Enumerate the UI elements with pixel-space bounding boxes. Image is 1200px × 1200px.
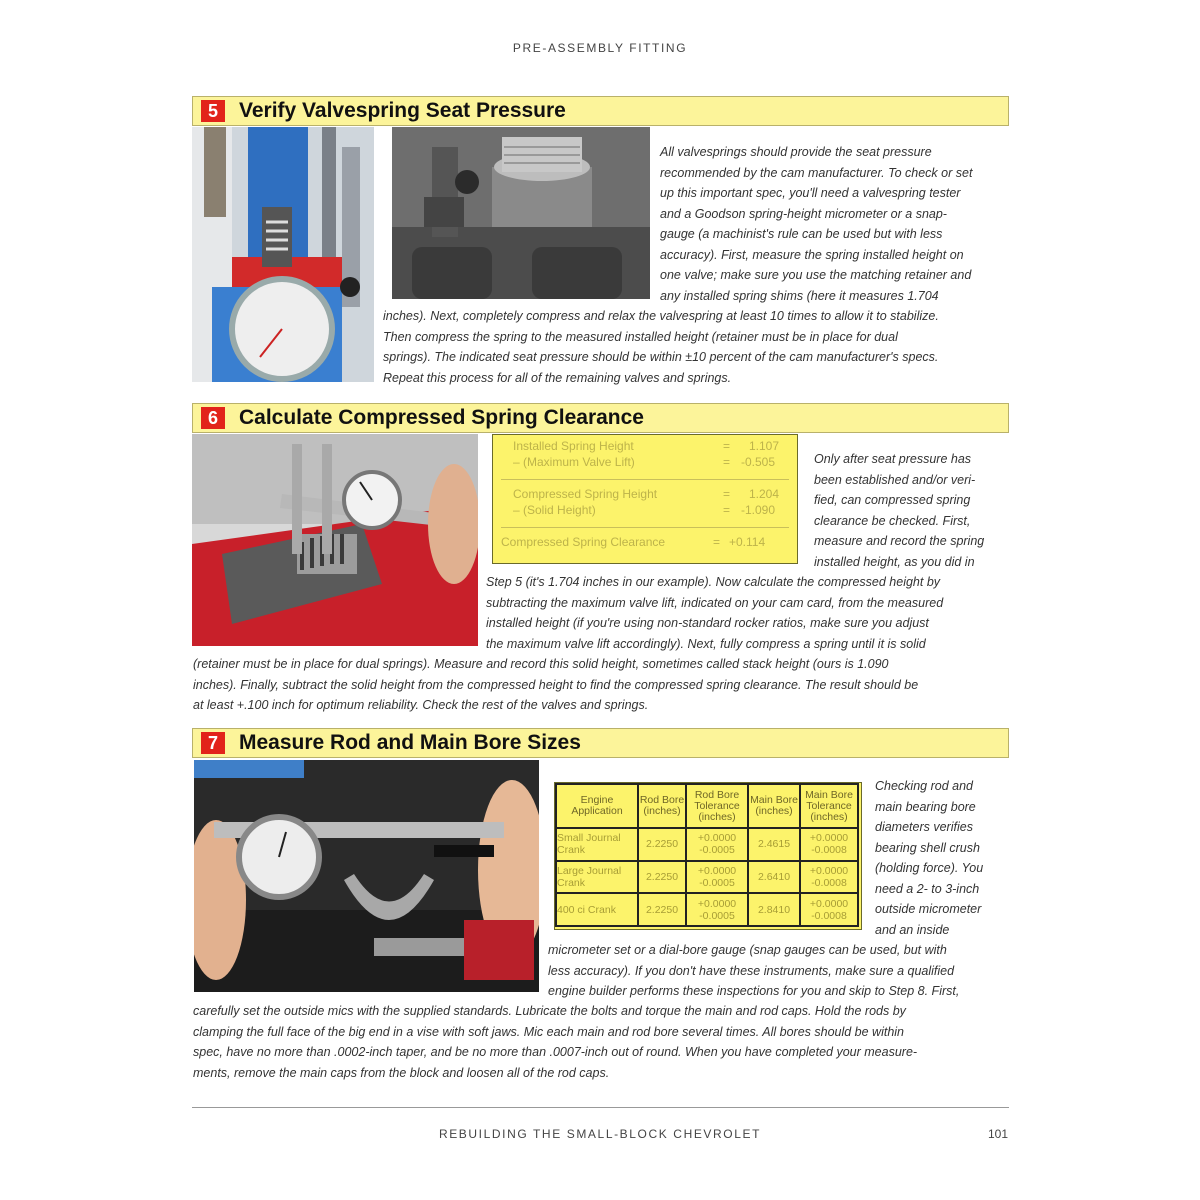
footer-book-title: REBUILDING THE SMALL-BLOCK CHEVROLET (438, 1127, 762, 1141)
text-line: bearing shell crush (875, 840, 980, 855)
table-cell: Large Journal Crank (556, 861, 638, 894)
text-line: subtracting the maximum valve lift, indicated on your cam card, from the measured (486, 595, 944, 610)
text-line: clearance be checked. First, (814, 513, 971, 528)
footer-rule (192, 1107, 1009, 1108)
section-6-text-right (814, 449, 1014, 572)
text-line: micrometer set or a dial-bore gauge (snap gauges can be used, but with (548, 943, 947, 957)
text-line: clamping the full face of the big end in a vise with soft jaws. Mic each main and rod bore several times. All bores should be within (193, 1024, 905, 1039)
text-line: recommended by the cam manufacturer. To check or set (660, 165, 973, 180)
table-cell: +0.0000 -0.0005 (686, 893, 748, 926)
text-line: and a Goodson spring-height micrometer or a snap- (660, 206, 947, 221)
table-cell: +0.0000 -0.0008 (800, 861, 858, 894)
bore-spec-table-box (554, 782, 862, 930)
section-title: Verify Valvespring Seat Pressure (239, 99, 566, 122)
text-line: inches). Next, completely compress and relax the valvespring at least 10 times to allow it to stabilize. (383, 309, 939, 323)
section-7-text-right (875, 776, 1015, 940)
step-number-badge: 7 (201, 732, 225, 754)
text-line: one valve; make sure you use the matching retainer and (660, 268, 972, 282)
text-line: engine builder performs these inspections for you and skip to Step 8. First, (548, 984, 960, 998)
section-7-header (192, 728, 1009, 758)
text-line: measure and record the spring (814, 534, 985, 548)
text-line: inches). Finally, subtract the solid height from the compressed height to find the compressed spring clearance. The result should be (193, 677, 919, 692)
table-header: Main Bore (inches) (748, 784, 800, 828)
text-line: (retainer must be in place for dual springs). Measure and record this solid height, sometimes called stack height (ours is 1.090 (193, 657, 889, 671)
table-header: Engine Application (556, 784, 638, 828)
text-line: installed height (if you're using non-standard rocker ratios, make sure you adjust (486, 616, 929, 630)
bore-spec-table (555, 783, 859, 927)
text-line: Then compress the spring to the measured installed height (retainer must be in place for dual (383, 329, 898, 344)
table-row (556, 828, 858, 861)
table-header: Rod Bore (inches) (638, 784, 686, 828)
text-line: Repeat this process for all of the remaining valves and springs. (383, 370, 732, 385)
table-cell: 2.6410 (748, 861, 800, 894)
section-5-header (192, 96, 1009, 126)
step-number-badge: 6 (201, 407, 225, 429)
text-line: All valvesprings should provide the seat pressure (660, 145, 932, 159)
section-6-header (192, 403, 1009, 433)
text-line: springs). The indicated seat pressure should be within ±10 percent of the cam manufacturer's specs. (383, 350, 939, 364)
table-cell: +0.0000 -0.0005 (686, 828, 748, 861)
text-line: installed height, as you did in (814, 554, 975, 569)
table-row (556, 893, 858, 926)
table-header: Main Bore Tolerance (inches) (800, 784, 858, 828)
step-number-badge: 5 (201, 100, 225, 122)
section-title: Measure Rod and Main Bore Sizes (239, 731, 581, 754)
text-line: Only after seat pressure has (814, 452, 972, 466)
text-line: ments, remove the main caps from the block and loosen all of the rod caps. (193, 1065, 610, 1080)
text-line: gauge (a machinist's rule can be used but with less (660, 227, 943, 241)
valvespring-tester-photo (192, 127, 374, 382)
table-cell: 2.4615 (748, 828, 800, 861)
table-cell: 2.2250 (638, 828, 686, 861)
text-line: need a 2- to 3-inch (875, 881, 980, 896)
text-line: spec, have no more than .0002-inch taper, and be no more than .0007-inch out of round. When you have completed your measure- (193, 1045, 918, 1059)
text-line: carefully set the outside mics with the supplied standards. Lubricate the bolts and torque the main and rod caps. Hold the rods by (193, 1004, 906, 1018)
table-cell: +0.0000 -0.0008 (800, 828, 858, 861)
section-5-text-bottom (383, 306, 1013, 388)
text-line: the maximum valve lift accordingly). Next, fully compress a spring until it is solid (486, 636, 926, 651)
cylinder-head-photo (392, 127, 650, 299)
running-head: PRE-ASSEMBLY FITTING (512, 41, 688, 55)
table-cell: +0.0000 -0.0008 (800, 893, 858, 926)
table-cell: Small Journal Crank (556, 828, 638, 861)
divider (501, 527, 789, 528)
section-7-text-middle (548, 940, 1013, 1002)
text-line: at least +.100 inch for optimum reliability. Check the rest of the valves and springs. (193, 698, 649, 712)
text-line: and an inside (875, 922, 950, 937)
page-number: 101 (988, 1127, 1009, 1141)
text-line: Step 5 (it's 1.704 inches in our example). Now calculate the compressed height by (486, 575, 941, 589)
divider (501, 479, 789, 480)
caliper-spring-photo (192, 434, 478, 646)
text-line: fied, can compressed spring (814, 493, 971, 507)
section-6-text-middle (486, 572, 1011, 654)
table-row (556, 861, 858, 894)
text-line: diameters verifies (875, 820, 973, 834)
section-6-text-bottom (193, 654, 1013, 716)
text-line: accuracy). First, measure the spring installed height on (660, 247, 964, 262)
section-5-text-right (660, 142, 1010, 306)
table-cell: 2.8410 (748, 893, 800, 926)
section-title: Calculate Compressed Spring Clearance (239, 406, 644, 429)
table-cell: +0.0000 -0.0005 (686, 861, 748, 894)
section-7-text-bottom (193, 1001, 1013, 1083)
table-cell: 2.2250 (638, 893, 686, 926)
text-line: main bearing bore (875, 799, 976, 814)
text-line: any installed spring shims (here it measures 1.704 (660, 288, 939, 303)
table-cell: 400 ci Crank (556, 893, 638, 926)
text-line: Checking rod and (875, 779, 973, 793)
text-line: (holding force). You (875, 861, 984, 875)
text-line: up this important spec, you'll need a valvespring tester (660, 186, 961, 200)
table-header: Rod Bore Tolerance (inches) (686, 784, 748, 828)
table-cell: 2.2250 (638, 861, 686, 894)
text-line: outside micrometer (875, 902, 982, 916)
bore-gauge-photo (194, 760, 539, 992)
spring-clearance-calc-box: Installed Spring Height = 1.107 – (Maximum Valve Lift) = -0.505 Compressed Spring Height = 1.204 – (Solid Height) = -1.090 Compressed Spring Clearance = +0.114 (492, 434, 798, 564)
text-line: less accuracy). If you don't have these instruments, make sure a qualified (548, 963, 955, 978)
text-line: been established and/or veri- (814, 472, 976, 487)
